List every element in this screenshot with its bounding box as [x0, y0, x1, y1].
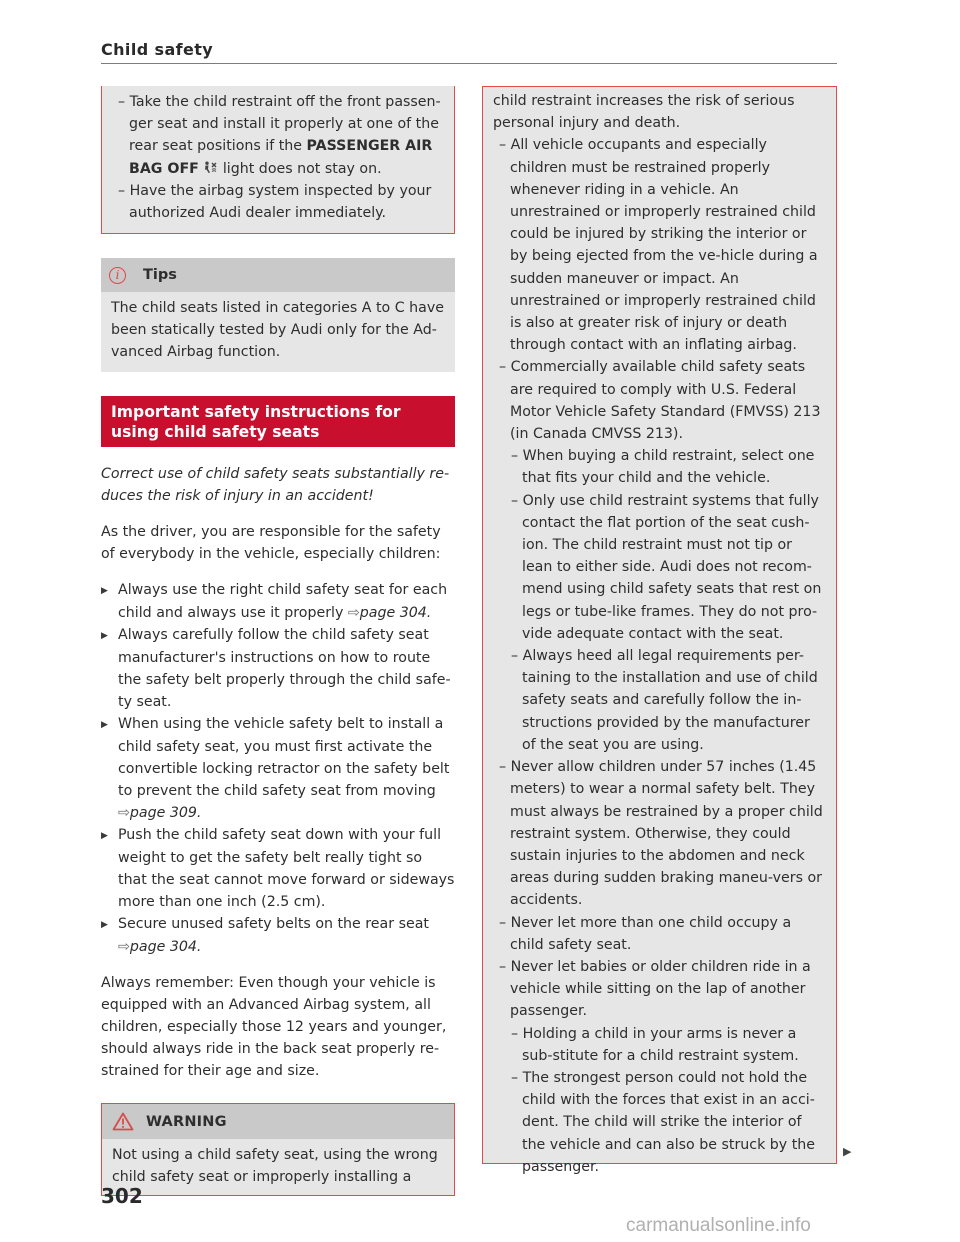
bullet-triangle-icon: ▶: [101, 831, 108, 842]
list-item: – Have the airbag system inspected by your authorized Audi dealer immediately.: [118, 182, 432, 222]
warning-body: Not using a child safety seat, using the wrong child safety seat or improperly installing a: [112, 1147, 438, 1186]
list-item: – When buying a child restraint, select one that fits your child and the vehicle.: [511, 448, 815, 487]
tips-body: The child seats listed in categories A to C have been statically tested by Audi only for the Ad-vanced Airbag function.: [111, 300, 444, 361]
list-item: – Never let more than one child occupy a child safety seat.: [499, 914, 792, 953]
warning-continued-text: child restraint increases the risk of serious personal injury and death.: [493, 93, 795, 132]
intro-text: Correct use of child safety seats substantially re-duces the risk of injury in an accident!: [101, 466, 450, 505]
page-reference[interactable]: ⇨page 309.: [118, 805, 202, 822]
tips-title: Tips: [143, 267, 177, 284]
list-item: – Always heed all legal requirements per-taining to the installation and use of child safety seats and carefully follow the in-structions provided by the manufacturer of the seat you are using.: [511, 648, 818, 753]
section-heading: Important safety instructions for using child safety seats: [101, 396, 455, 447]
warning-box: [101, 1103, 455, 1196]
list-item: ▶ Secure unused safety belts on the rear seat ⇨page 304.: [101, 916, 429, 956]
list-item: – Never let babies or older children ride in a vehicle while sitting on the lap of another passenger.: [499, 958, 811, 1020]
bullet-triangle-icon: ▶: [101, 720, 108, 731]
tips-header: [101, 258, 455, 292]
arrow-right-icon: ⇨: [347, 605, 360, 622]
list-item: ▶ Push the child safety seat down with your full weight to get the safety belt really tight so that the seat cannot move forward or sideways more than one inch (2.5 cm).: [101, 827, 455, 911]
tips-box: [101, 258, 455, 372]
continue-arrow-icon: ▶: [843, 1145, 852, 1158]
airbag-instruction-box: [101, 86, 455, 234]
warning-header: [102, 1104, 454, 1139]
bullet-triangle-icon: ▶: [101, 631, 108, 642]
list-item: – All vehicle occupants and especially children must be restrained properly whenever riding in a vehicle. An unrestrained or improperly restrained child could be injured by striking the interior or by being ejected from the ve-hicle during a sudden maneuver or impact. An unrestrained or improperly restrained child is also at greater risk of injury or death through contact with an inflating airbag.: [499, 137, 818, 354]
section-title: Child safety: [101, 40, 214, 59]
instruction-list: [101, 579, 455, 958]
list-item: – Only use child restraint systems that fully contact the flat portion of the seat cush-ion. The child restraint must not tip or lean to either side. Audi does not recom-mend using child safety seats that rest on legs or tube-like frames. They do not pro-vide adequate contact with the seat.: [511, 492, 822, 642]
warning-continued-box: [482, 86, 837, 1175]
header-rule: [101, 63, 837, 64]
watermark: carmanualsonline.info: [626, 1215, 811, 1236]
list-item: ▶ When using the vehicle safety belt to install a child safety seat, you must first activate the convertible locking retractor on the safety belt to prevent the child safety seat from moving ⇨page 309.: [101, 716, 450, 822]
paragraph: As the driver, you are responsible for the safety of everybody in the vehicle, especially children:: [101, 524, 441, 563]
info-icon: i: [109, 267, 126, 284]
page-reference[interactable]: ⇨page 304.: [118, 939, 202, 956]
arrow-right-icon: ⇨: [118, 939, 130, 956]
list-item: – Never allow children under 57 inches (1.45 meters) to wear a normal safety belt. They must always be restrained by a proper child restraint system. Otherwise, they could sustain injuries to the abdomen and neck areas during sudden braking maneu-vers or accidents.: [499, 759, 823, 909]
passenger-airbag-off-label: PASSENGER AIR BAG OFF: [129, 138, 433, 177]
list-item: – Holding a child in your arms is never a sub-stitute for a child restraint system.: [511, 1025, 799, 1064]
arrow-right-icon: ⇨: [118, 805, 130, 822]
right-column: [482, 86, 837, 1175]
list-item: ▶ Always use the right child safety seat for each child and always use it properly ⇨page 304.: [101, 582, 448, 622]
list-item: – Commercially available child safety seats are required to comply with U.S. Federal Motor Vehicle Safety Standard (FMVSS) 213 (in Canada CMVSS 213).: [499, 359, 821, 443]
bullet-triangle-icon: ▶: [101, 920, 108, 931]
paragraph: Always remember: Even though your vehicle is equipped with an Advanced Airbag system, all children, especially those 12 years and younger, should always ride in the back seat properly re-strained for their age and size.: [101, 975, 447, 1080]
bullet-triangle-icon: ▶: [101, 586, 108, 597]
list-item: ▶ Always carefully follow the child safety seat manufacturer's instructions on how to route the safety belt properly through the child safe-ty seat.: [101, 627, 451, 711]
warning-title: WARNING: [146, 1113, 227, 1130]
page-number: 302: [101, 1184, 143, 1208]
list-item: – The strongest person could not hold the child with the forces that exist in an acci-dent. The child will strike the interior of the vehicle and can also be struck by the passenger.: [511, 1069, 815, 1175]
left-column: [101, 86, 455, 1196]
page-reference[interactable]: ⇨page 304.: [347, 605, 432, 622]
airbag-off-icon: [203, 161, 218, 174]
list-item: – Take the child restraint off the front passen-ger seat and install it properly at one of the rear seat positions if the PASSENGER AIR BAG OFF light does not stay on.: [118, 94, 441, 177]
warning-triangle-icon: [112, 1112, 134, 1131]
